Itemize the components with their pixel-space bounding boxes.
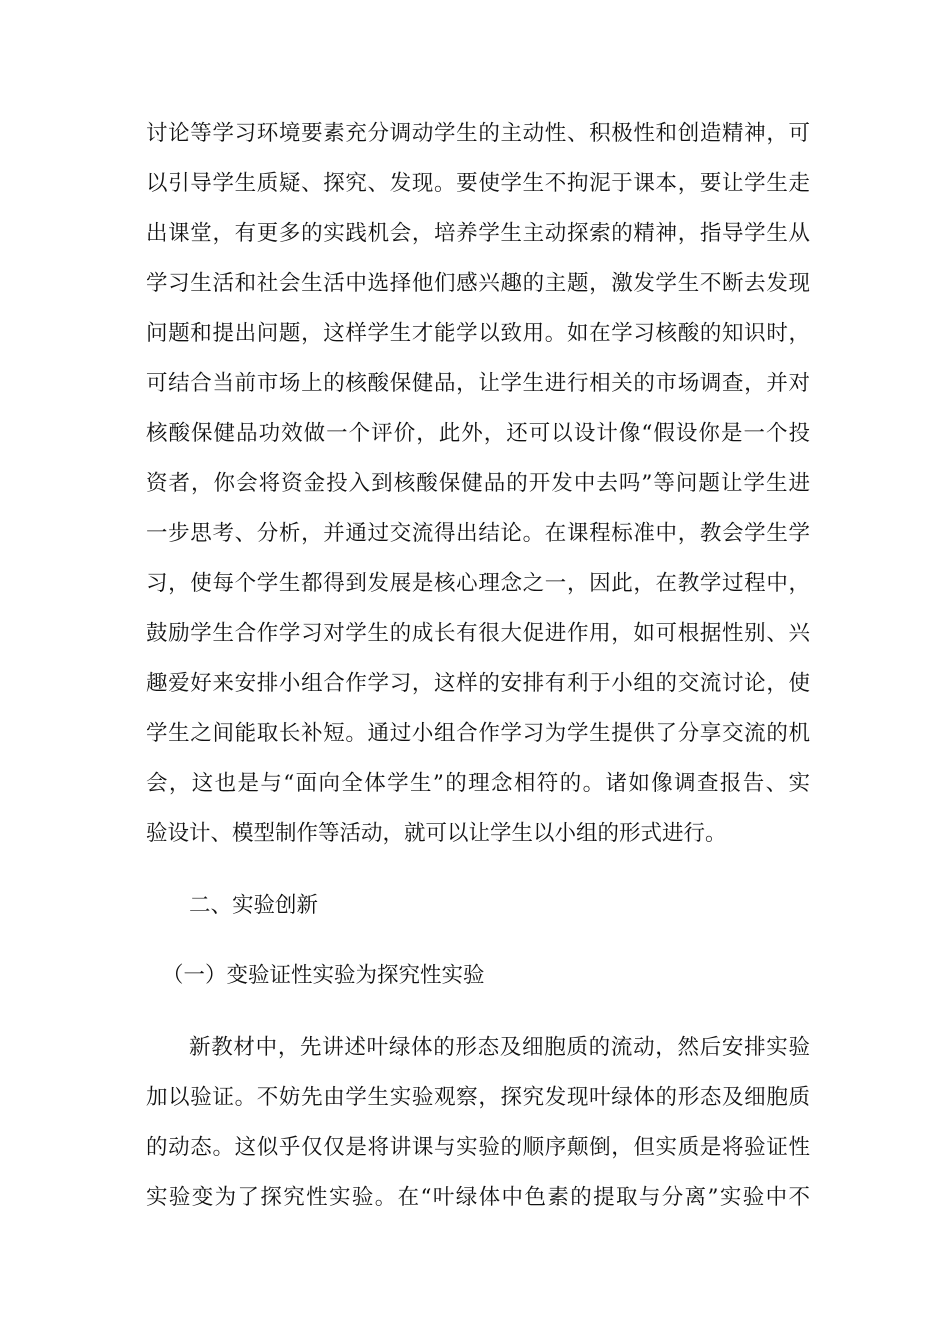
paragraph-2-line: 加以验证。不妨先由学生实验观察，探究发现叶绿体的形态及细胞质 — [146, 1085, 810, 1110]
paragraph-2 — [146, 1033, 810, 1233]
paragraph-2-line: 新教材中，先讲述叶绿体的形态及细胞质的流动，然后安排实验 — [189, 1035, 810, 1060]
paragraph-1-line: 一步思考、分析，并通过交流得出结论。在课程标准中，教会学生学 — [146, 521, 810, 546]
paragraph-1 — [146, 119, 810, 869]
paragraph-1-line: 可结合当前市场上的核酸保健品，让学生进行相关的市场调查，并对 — [146, 371, 810, 396]
paragraph-2-line: 实验变为了探究性实验。在“叶绿体中色素的提取与分离”实验中不 — [146, 1185, 810, 1210]
paragraph-1-line: 核酸保健品功效做一个评价，此外，还可以设计像“假设你是一个投 — [146, 421, 810, 446]
paragraph-1-line: 学生之间能取长补短。通过小组合作学习为学生提供了分享交流的机 — [146, 721, 810, 746]
paragraph-1-line: 趣爱好来安排小组合作学习，这样的安排有利于小组的交流讨论，使 — [146, 671, 810, 696]
paragraph-1-line: 会，这也是与“面向全体学生”的理念相符的。诸如像调查报告、实 — [146, 771, 810, 796]
section-heading: 二、实验创新 — [189, 893, 319, 918]
paragraph-2-line: 的动态。这似乎仅仅是将讲课与实验的顺序颠倒，但实质是将验证性 — [146, 1135, 810, 1160]
paragraph-1-line: 鼓励学生合作学习对学生的成长有很大促进作用，如可根据性别、兴 — [146, 621, 810, 646]
paragraph-1-line: 习，使每个学生都得到发展是核心理念之一，因此，在教学过程中， — [146, 571, 810, 596]
paragraph-1-line: 验设计、模型制作等活动，就可以让学生以小组的形式进行。 — [146, 821, 727, 846]
subsection-heading: （一）变验证性实验为探究性实验 — [162, 963, 485, 988]
paragraph-1-line: 出课堂，有更多的实践机会，培养学生主动探索的精神，指导学生从 — [146, 221, 810, 246]
paragraph-1-line: 以引导学生质疑、探究、发现。要使学生不拘泥于课本，要让学生走 — [146, 171, 810, 196]
paragraph-1-line: 资者，你会将资金投入到核酸保健品的开发中去吗”等问题让学生进 — [146, 471, 810, 496]
paragraph-1-line: 讨论等学习环境要素充分调动学生的主动性、积极性和创造精神，可 — [146, 121, 810, 146]
paragraph-1-line: 问题和提出问题，这样学生才能学以致用。如在学习核酸的知识时， — [146, 321, 810, 346]
paragraph-1-line: 学习生活和社会生活中选择他们感兴趣的主题，激发学生不断去发现 — [146, 271, 810, 296]
